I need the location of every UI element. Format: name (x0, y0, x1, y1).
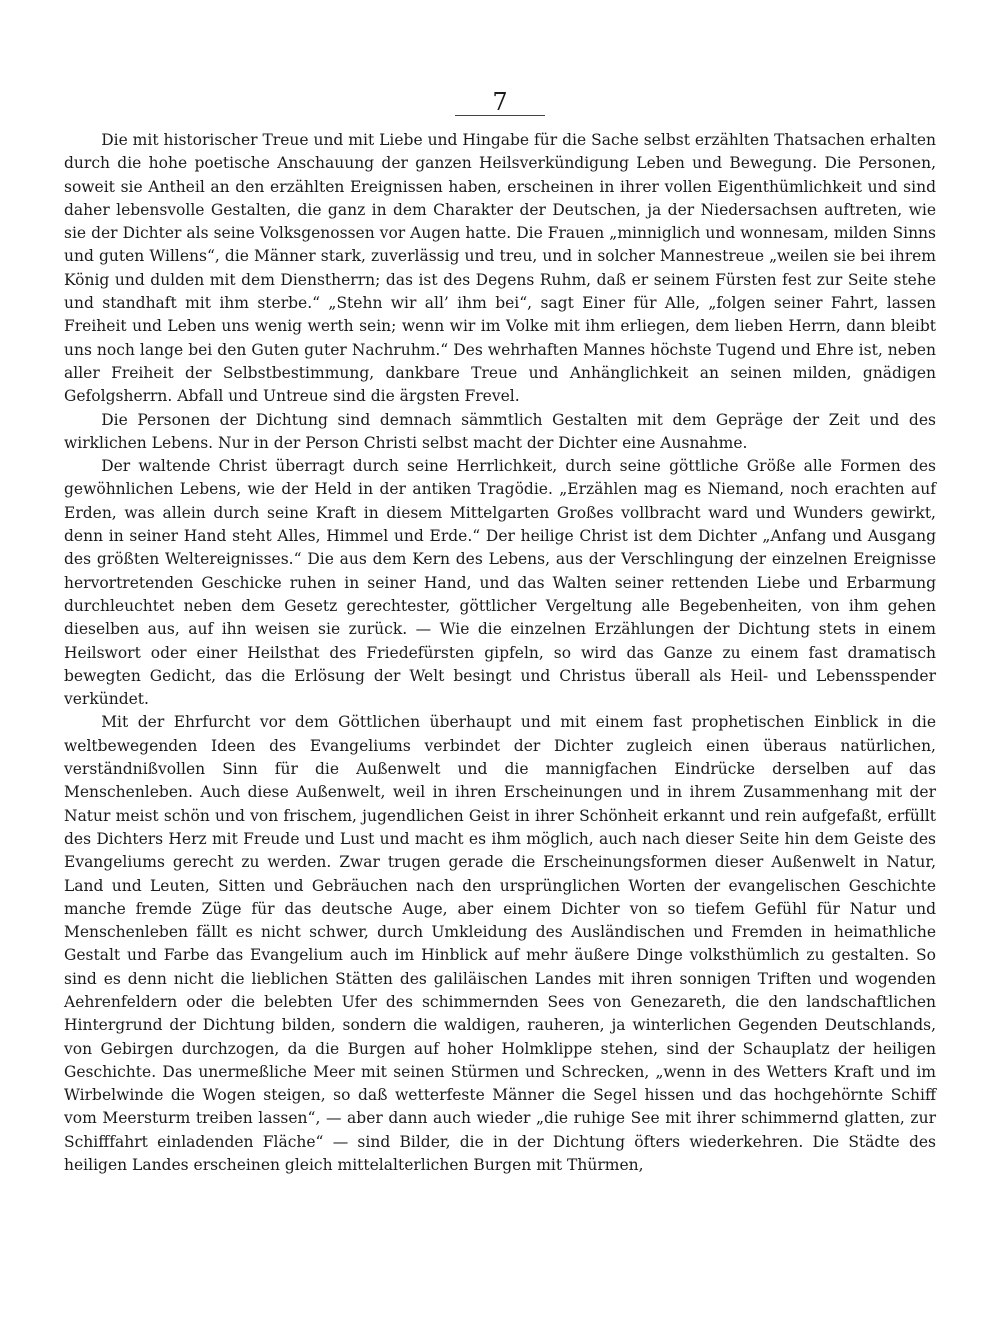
page-number-rule (455, 115, 545, 116)
paragraph-4: Mit der Ehrfurcht vor dem Göttlichen überhaupt und mit einem fast prophetischen Einblick in die weltbewegenden Ideen des Evangeliums verbindet der Dichter zugleich einen überaus natürlichen, verständnißvollen Sinn für die Außenwelt und die mannigfachen Eindrücke derselben auf das Menschenleben. Auch diese Außenwelt, weil in ihren Erscheinungen und in ihrem Zusammenhang mit der Natur meist schön und von frischem, jugendlichen Geist in ihrer Schönheit erkannt und rein aufgefaßt, erfüllt des Dichters Herz mit Freude und Lust und macht es ihm möglich, auch nach dieser Seite hin dem Geiste des Evangeliums gerecht zu werden. Zwar trugen gerade die Erscheinungsformen dieser Außenwelt in Natur, Land und Leuten, Sitten und Gebräuchen nach den ursprünglichen Worten der evangelischen Geschichte manche fremde Züge für das deutsche Auge, aber einem Dichter von so tiefem Gefühl für Natur und Menschenleben fällt es nicht schwer, durch Umkleidung des Ausländischen und Fremden in heimathliche Gestalt und Farbe das Evangelium auch im Hinblick auf mehr äußere Dinge volksthümlich zu gestalten. So sind es denn nicht die lieblichen Stätten des galiläischen Landes mit ihren sonnigen Triften und wogenden Aehrenfeldern oder die belebten Ufer des schimmernden Sees von Genezareth, die den landschaftlichen Hintergrund der Dichtung bilden, sondern die waldigen, rauheren, ja winterlichen Gegenden Deutschlands, von Gebirgen durchzogen, da die Burgen auf hoher Holmklippe stehen, sind der Schauplatz der heiligen Geschichte. Das unermeßliche Meer mit seinen Stürmen und Schrecken, „wenn in des Wetters Kraft und im Wirbelwinde die Wogen steigen, so daß wetterfeste Männer die Segel hissen und das hochgehörnte Schiff vom Meersturm treiben lassen“, — aber dann auch wieder „die ruhige See mit ihrer schimmernd glatten, zur Schifffahrt einladenden Fläche“ — sind Bilder, die in der Dichtung öfters wiederkehren. Die Städte des heiligen Landes erscheinen gleich mittelalterlichen Burgen mit Thürmen, (64, 713, 936, 1175)
paragraph-1: Die mit historischer Treue und mit Liebe und Hingabe für die Sache selbst erzählten Thatsachen erhalten durch die hohe poetische Anschauung der ganzen Heilsverkündigung Leben und Bewegung. Die Personen, soweit sie Antheil an den erzählten Ereignissen haben, erscheinen in ihrer vollen Eigenthümlichkeit und sind daher lebensvolle Gestalten, die ganz in dem Charakter der Deutschen, ja der Niedersachsen auftreten, wie sie der Dichter als seine Volksgenossen vor Augen hatte. Die Frauen „minniglich und wonnesam, milden Sinns und guten Willens“, die Männer stark, zuverlässig und treu, und in solcher Mannestreue „weilen sie bei ihrem König und dulden mit dem Dienstherrn; das ist des Degens Ruhm, daß er seinem Fürsten fest zur Seite stehe und standhaft mit ihm sterbe.“ „Stehn wir all’ ihm bei“, sagt Einer für Alle, „folgen seiner Fahrt, lassen Freiheit und Leben uns wenig werth sein; wenn wir im Volke mit ihm erliegen, dem lieben Herrn, dann bleibt uns noch lange bei den Guten guter Nachruhm.“ Des wehrhaften Mannes höchste Tugend und Ehre ist, neben aller Freiheit der Selbstbestimmung, dankbare Treue und Anhänglichkeit an seinen milden, gnädigen Gefolgsherrn. Abfall und Untreue sind die ärgsten Frevel. (64, 131, 936, 406)
body-text (64, 129, 936, 1177)
page-number: 7 (492, 88, 508, 116)
paragraph-2: Die Personen der Dichtung sind demnach sämmtlich Gestalten mit dem Gepräge der Zeit und des wirklichen Lebens. Nur in der Person Christi selbst macht der Dichter eine Ausnahme. (64, 410, 936, 452)
paragraph-3: Der waltende Christ überragt durch seine Herrlichkeit, durch seine göttliche Größe alle Formen des gewöhnlichen Lebens, wie der Held in der antiken Tragödie. „Erzählen mag es Niemand, noch erachten auf Erden, was allein durch seine Kraft in diesem Mittelgarten Großes vollbracht ward und Wunders gewirkt, denn in seiner Hand steht Alles, Himmel und Erde.“ Der heilige Christ ist dem Dichter „Anfang und Ausgang des größten Weltereignisses.“ Die aus dem Kern des Lebens, aus der Verschlingung der einzelnen Ereignisse hervortretenden Geschicke ruhen in seiner Hand, und das Walten seiner rettenden Liebe und Erbarmung durchleuchtet neben dem Gesetz gerechtester, göttlicher Vergeltung alle Begebenheiten, von ihm gehen dieselben aus, auf ihn weisen sie zurück. — Wie die einzelnen Erzählungen der Dichtung stets in einem Heilswort oder einer Heilsthat des Friedefürsten gipfeln, so wird das Ganze zu einem fast dramatisch bewegten Gedicht, das die Erlösung der Welt besingt und Christus überall als Heil- und Lebensspender verkündet. (64, 457, 936, 709)
